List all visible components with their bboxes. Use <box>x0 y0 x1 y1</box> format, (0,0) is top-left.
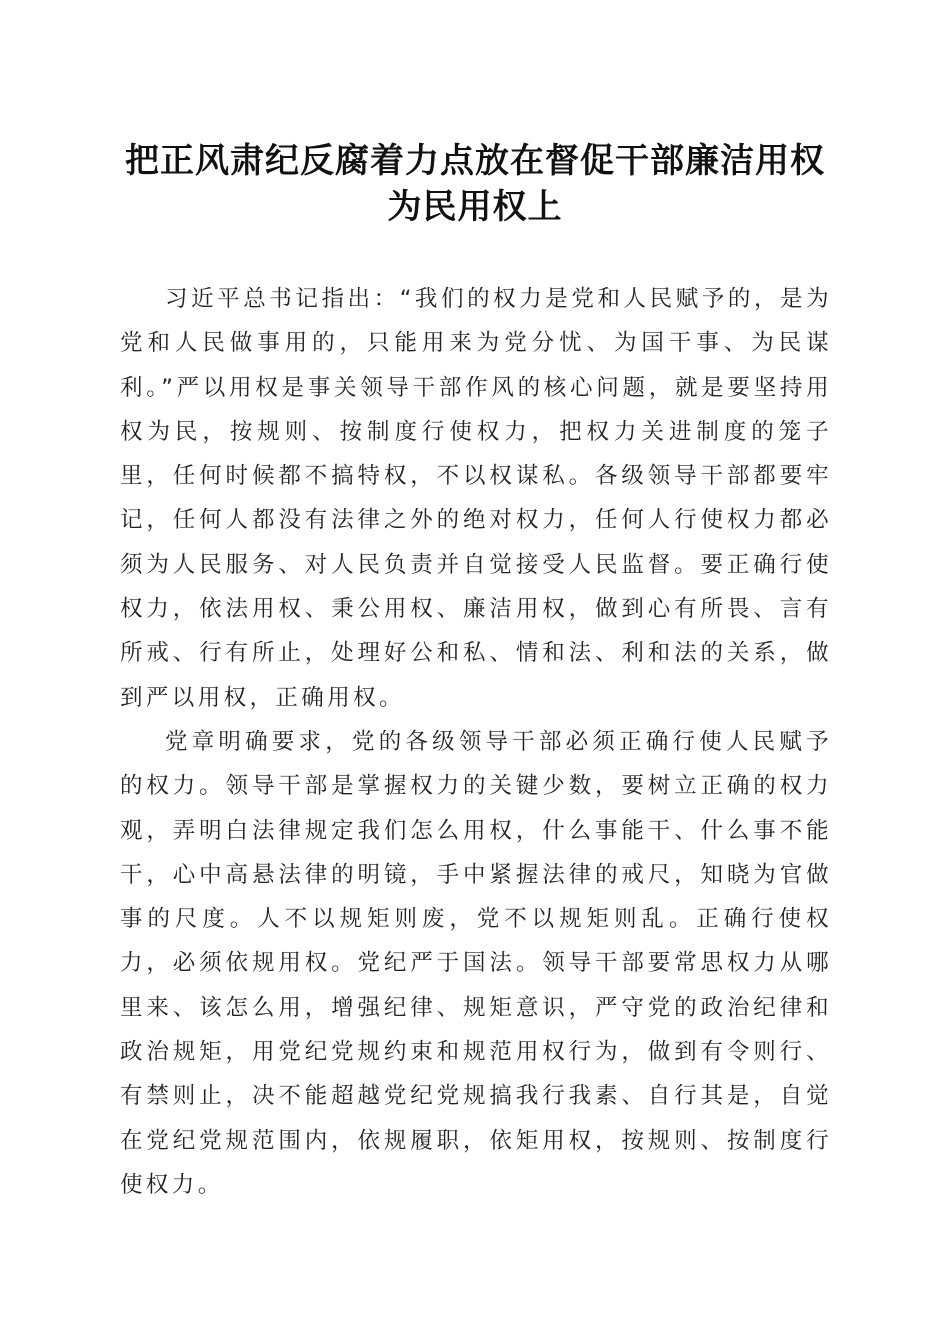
document-title <box>100 138 850 230</box>
document-body <box>120 277 832 1207</box>
title-line-2: 为民用权上 <box>387 187 563 227</box>
title-line-1: 把正风肃纪反腐着力点放在督促干部廉洁用权 <box>125 141 825 181</box>
paragraph-2: 党章明确要求，党的各级领导干部必须正确行使人民赋予的权力。领导干部是掌握权力的关键少数，要树立正确的权力观，弄明白法律规定我们怎么用权，什么事能干、什么事不能干，心中高悬法律的明镜，手中紧握法律的戒尺，知晓为官做事的尺度。人不以规矩则废，党不以规矩则乱。正确行使权力，必须依规用权。党纪严于国法。领导干部要常思权力从哪里来、该怎么用，增强纪律、规矩意识，严守党的政治纪律和政治规矩，用党纪党规约束和规范用权行为，做到有令则行、有禁则止，决不能超越党纪党规搞我行我素、自行其是，自觉在党纪党规范围内，依规履职，依矩用权，按规则、按制度行使权力。 <box>120 728 832 1198</box>
paragraph-1: 习近平总书记指出：“我们的权力是党和人民赋予的，是为党和人民做事用的，只能用来为党分忧、为国干事、为民谋利。”严以用权是事关领导干部作风的核心问题，就是要坚持用权为民，按规则、按制度行使权力，把权力关进制度的笼子里，任何时候都不搞特权，不以权谋私。各级领导干部都要牢记，任何人都没有法律之外的绝对权力，任何人行使权力都必须为人民服务、对人民负责并自觉接受人民监督。要正确行使权力，依法用权、秉公用权、廉洁用权，做到心有所畏、言有所戒、行有所止，处理好公和私、情和法、利和法的关系，做到严以用权，正确用权。 <box>120 286 832 711</box>
